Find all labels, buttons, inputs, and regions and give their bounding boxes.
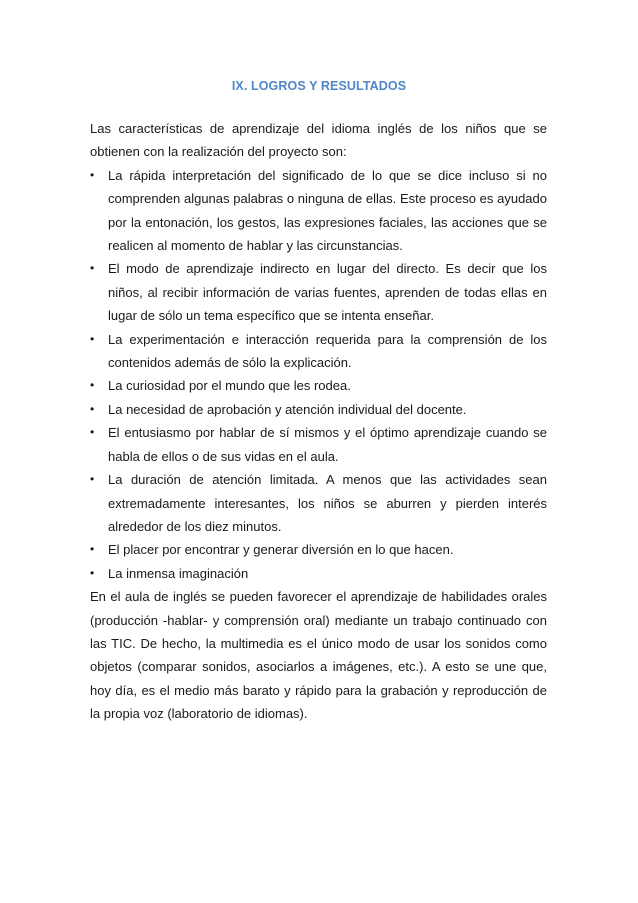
document-body xyxy=(90,117,547,726)
list-item-text: La experimentación e interacción requerida para la comprensión de los contenidos además de sólo la explicación. xyxy=(108,331,547,371)
list-item xyxy=(90,374,547,397)
intro-paragraph: Las características de aprendizaje del idioma inglés de los niños que se obtienen con la realización del proyecto son: xyxy=(90,121,547,160)
list-item xyxy=(90,538,547,561)
closing-paragraph: En el aula de inglés se pueden favorecer el aprendizaje de habilidades orales (producción -hablar- y comprensión oral) mediante un trabajo continuado con las TIC. De hecho, la multimedia es el único modo de usar los sonidos como objetos (comparar sonidos, asociarlos a imágenes, etc.). A esto se une que, hoy día, es el medio más barato y rápido para la grabación y reproducción de la propia voz (laboratorio de idiomas). xyxy=(90,589,547,722)
section-title: IX. LOGROS Y RESULTADOS xyxy=(231,79,407,93)
bullet-icon: • xyxy=(90,425,95,440)
bullet-icon: • xyxy=(90,378,95,393)
list-item-text: La duración de atención limitada. A menos que las actividades sean extremadamente interesantes, los niños se aburren y pierden interés alrededor de los diez minutos. xyxy=(108,472,547,534)
bullet-icon: • xyxy=(90,401,95,416)
list-item-text: La inmensa imaginación xyxy=(108,565,249,581)
bullet-icon: • xyxy=(90,167,95,182)
characteristics-list xyxy=(90,164,547,585)
bullet-icon: • xyxy=(90,565,95,580)
list-item xyxy=(90,468,547,538)
list-item xyxy=(90,257,547,327)
list-item-text: La rápida interpretación del significado de lo que se dice incluso si no comprenden algunas palabras o ninguna de ellas. Este proceso es ayudado por la entonación, los gestos, las expresiones faciales, las acciones que se realicen al momento de hablar y las circunstancias. xyxy=(108,167,547,254)
bullet-icon: • xyxy=(90,331,95,346)
bullet-icon: • xyxy=(90,261,95,276)
list-item-text: La necesidad de aprobación y atención individual del docente. xyxy=(108,401,467,417)
list-item-text: El placer por encontrar y generar diversión en lo que hacen. xyxy=(108,542,454,558)
list-item xyxy=(90,398,547,421)
list-item-text: La curiosidad por el mundo que les rodea. xyxy=(108,378,351,394)
list-item xyxy=(90,421,547,468)
list-item xyxy=(90,562,547,585)
bullet-icon: • xyxy=(90,542,95,557)
bullet-icon: • xyxy=(90,472,95,487)
list-item xyxy=(90,164,547,258)
list-item xyxy=(90,328,547,375)
list-item-text: El entusiasmo por hablar de sí mismos y el óptimo aprendizaje cuando se habla de ellos o de sus vidas en el aula. xyxy=(108,425,547,464)
list-item-text: El modo de aprendizaje indirecto en lugar del directo. Es decir que los niños, al recibir información de varias fuentes, aprenden de todas ellas en lugar de sólo un tema específico que se intenta enseñar. xyxy=(108,261,547,324)
